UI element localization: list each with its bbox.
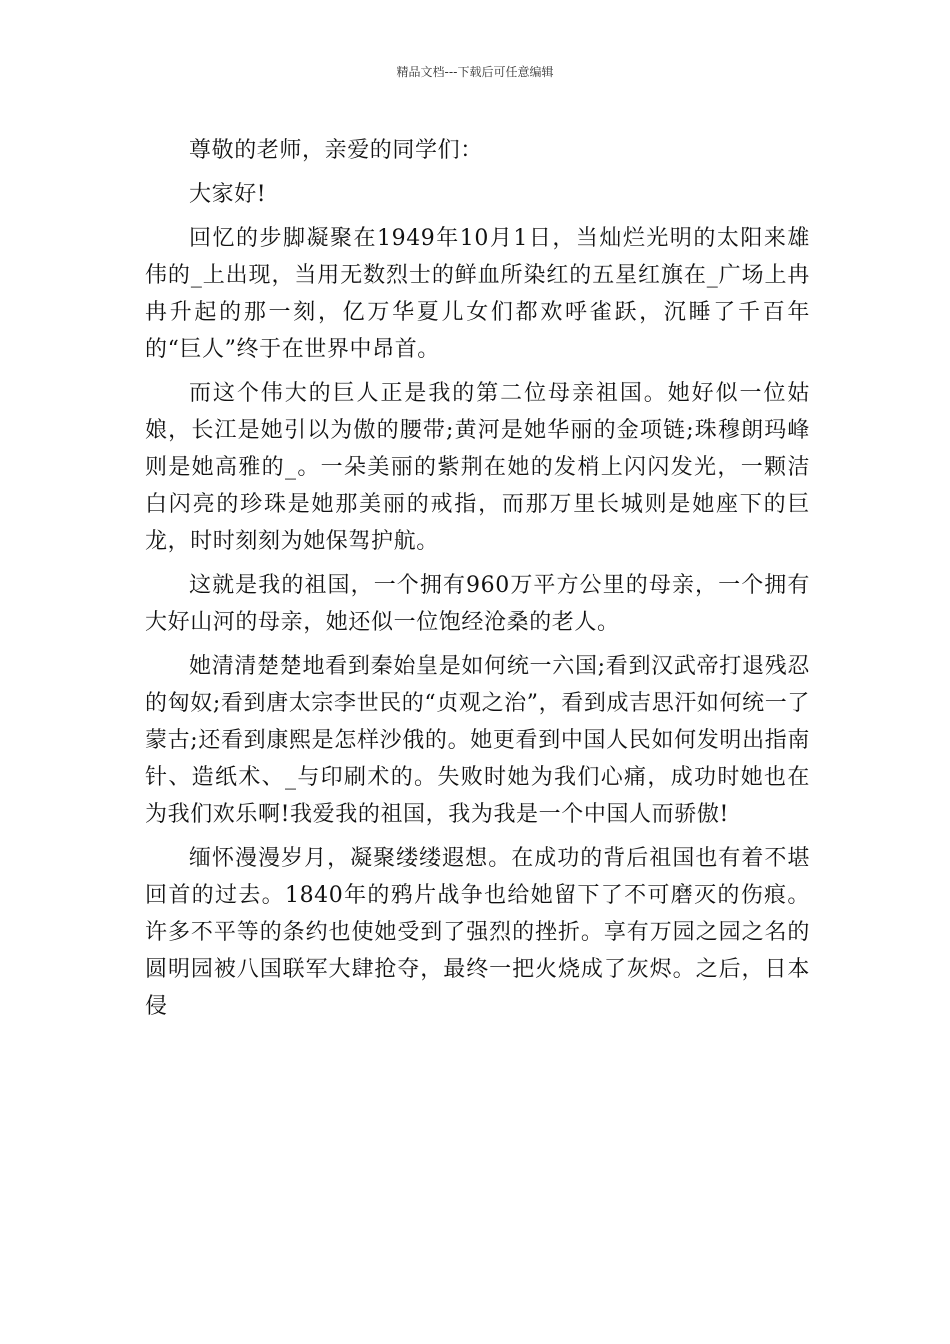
paragraph: 缅怀漫漫岁月，凝聚缕缕遐想。在成功的背后祖国也有着不堪回首的过去。1840年的鸦片战争也给她留下了不可磨灭的伤痕。许多不平等的条约也使她受到了强烈的挫折。享有万园之园之名的圆明园被八国联军大肆抢夺，最终一把火烧成了灰烬。之后，日本侵 — [145, 846, 810, 1019]
paragraph: 回忆的步脚凝聚在1949年10月1日，当灿烂光明的太阳来雄伟的_上出现，当用无数烈士的鲜血所染红的五星红旗在_广场上冉冉升起的那一刻，亿万华夏儿女们都欢呼雀跃，沉睡了千百年的“巨人”终于在世界中昂首。 — [145, 226, 810, 362]
greeting: 大家好! — [189, 182, 267, 207]
page-header: 精品文档---下载后可任意编辑 — [396, 65, 554, 79]
document-body — [145, 132, 810, 1032]
paragraph: 而这个伟大的巨人正是我的第二位母亲祖国。她好似一位姑娘，长江是她引以为傲的腰带;黄河是她华丽的金项链;珠穆朗玛峰则是她高雅的_。一朵美丽的紫荆在她的发梢上闪闪发光，一颗洁白闪亮的珍珠是她那美丽的戒指，而那万里长城则是她座下的巨龙，时时刻刻为她保驾护航。 — [145, 381, 810, 554]
paragraph: 这就是我的祖国，一个拥有960万平方公里的母亲，一个拥有大好山河的母亲，她还似一位饱经沧桑的老人。 — [145, 573, 810, 635]
paragraph: 她清清楚楚地看到秦始皇是如何统一六国;看到汉武帝打退残忍的匈奴;看到唐太宗李世民的“贞观之治”，看到成吉思汗如何统一了蒙古;还看到康熙是怎样沙俄的。她更看到中国人民如何发明出指南针、造纸术、_与印刷术的。失败时她为我们心痛，成功时她也在为我们欢乐啊!我爱我的祖国，我为我是一个中国人而骄傲! — [145, 654, 810, 827]
salutation: 尊敬的老师，亲爱的同学们： — [189, 138, 483, 163]
